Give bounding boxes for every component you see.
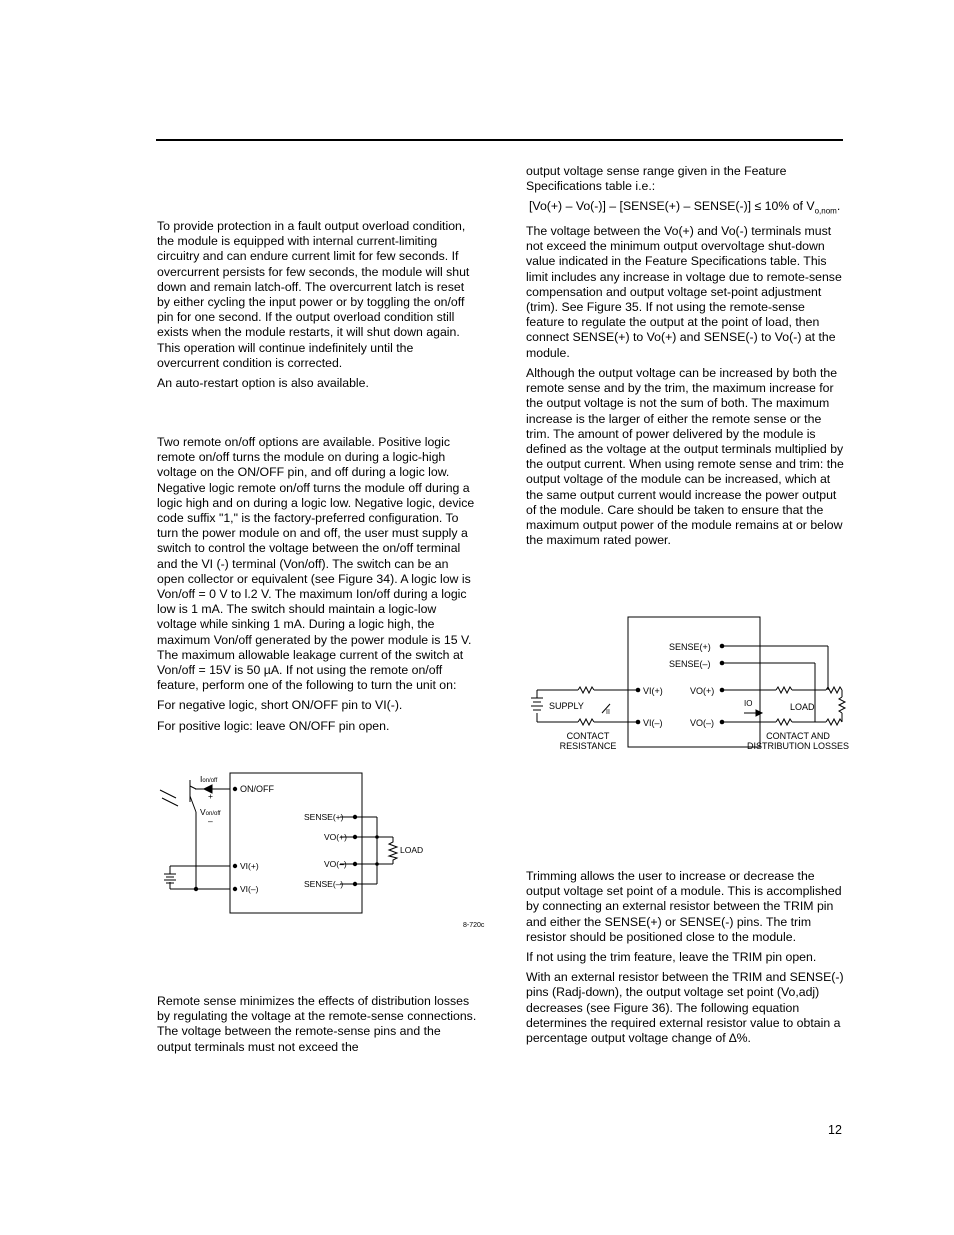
right-column-trim <box>526 869 844 1051</box>
negative-logic-paragraph: For negative logic, short ON/OFF pin to VI(-). <box>157 698 403 713</box>
remote-sense-paragraph: Remote sense minimizes the effects of distribution losses by regulating the voltage at the remote-sense connections. The voltage between the remote-sense pins and the output terminals must not exceed the <box>157 994 477 1054</box>
figure-35-remote-sense-circuit <box>525 610 860 755</box>
vo-minus-label: VO(–) <box>690 718 715 728</box>
ion-off-label: Ion/off <box>200 774 218 784</box>
positive-logic-paragraph: For positive logic: leave ON/OFF pin open. <box>157 718 390 733</box>
distribution-losses-line1: CONTACT AND <box>766 731 830 741</box>
sense-plus-label: SENSE(+) <box>669 642 711 652</box>
auto-restart-paragraph: An auto-restart option is also available. <box>157 376 369 391</box>
overcurrent-paragraph: To provide protection in a fault output overload condition, the module is equipped with internal current-limiting circuitry and can endure current limit for few seconds. If overcurrent persists for few seconds, the module will shut down and remain latch-off. The overcurrent latch is reset by either cycling the input power or by toggling the on/off pin for one second. If the output overload condition still exists when the module restarts, it will shut down again. This operation will continue indefinitely until the overcurrent condition is corrected. <box>157 219 470 370</box>
sense-plus-label: SENSE(+) <box>304 812 344 822</box>
page-number: 12 <box>828 1123 842 1137</box>
distribution-losses-line2: DISTRIBUTION LOSSES <box>746 741 850 751</box>
plus-label: + <box>208 791 213 801</box>
von-off-label: Von/off <box>200 807 221 817</box>
contact-resistance-line1: CONTACT <box>566 731 610 741</box>
vo-plus-label: VO(+) <box>690 686 715 696</box>
vi-minus-label: VI(–) <box>643 718 663 728</box>
figure-34-remote-onoff-circuit <box>150 765 495 930</box>
radj-paragraph: With an external resistor between the TRIM and SENSE(-) pins (Radj-down), the output voltage set point (Vo,adj) decreases (see Figure 36). The following equation determines the required external resistor value to obtain a percentage output voltage change of ∆%. <box>526 970 844 1046</box>
load-label: LOAD <box>790 702 815 712</box>
vi-plus-label: VI(+) <box>643 686 663 696</box>
left-column-onoff <box>157 435 477 739</box>
vi-minus-label: VI(–) <box>240 884 259 894</box>
load-label: LOAD <box>400 845 424 855</box>
sense-minus-label: SENSE(–) <box>669 659 711 669</box>
figure-code: 8-720c <box>463 922 485 929</box>
formula-paragraph: [Vo(+) – Vo(-)] – [SENSE(+) – SENSE(-)] ≤ 10% of $V_{o,nom}$. <box>529 199 841 216</box>
remote-onoff-paragraph: Two remote on/off options are available. Positive logic remote on/off turns the module on during a logic-high voltage on the ON/OFF pin, and off during a logic low. Negative logic remote on/off turns the module off during a logic high and on during a logic low. Negative logic, device code suffix "1," is the factory-preferred configuration. To turn the power module on and off, the user must supply a switch to control the voltage between the on/off terminal and the VI (-) terminal (Von/off). The switch can be an open collector or equivalent (see Figure 34). A logic low is Von/off = 0 V to l.2 V. The maximum Ion/off during a logic low is 1 mA. The switch should maintain a logic-low voltage while sinking 1 mA. During a logic high, the maximum Von/off generated by the power module is 15 V. The maximum allowable leakage current of the switch at Von/off = 15V is 50 µA. If not using the remote on/off feature, perform one of the following to turn the unit on: <box>157 435 475 693</box>
header-rule <box>156 139 843 141</box>
ii-label: II <box>606 709 610 716</box>
trim-paragraph: Trimming allows the user to increase or decrease the output voltage set point of a module. This is accomplished by connecting an external resistor between the TRIM pin and either the SENSE(+) or SENSE(-) pins. The trim resistor should be positioned close to the module. <box>526 869 842 944</box>
minus-label: – <box>208 816 213 826</box>
supply-label: SUPPLY <box>549 701 584 711</box>
sense-minus-label: SENSE(–) <box>304 879 344 889</box>
left-column-top <box>157 219 477 396</box>
on-off-pin-label: ON/OFF <box>240 784 274 794</box>
contact-resistance-line2: RESISTANCE <box>559 741 617 751</box>
continuation-paragraph: output voltage sense range given in the Feature Specifications table i.e.: <box>526 164 787 194</box>
left-column-sense <box>157 994 477 1060</box>
io-label: IO <box>744 699 753 708</box>
vo-minus-label: VO(–) <box>324 859 347 869</box>
right-column-top <box>526 164 844 553</box>
trim-open-paragraph: If not using the trim feature, leave the TRIM pin open. <box>526 950 817 965</box>
vi-plus-label: VI(+) <box>240 861 259 871</box>
increase-paragraph: Although the output voltage can be increased by both the remote sense and by the trim, the maximum increase for the output voltage is not the sum of both. The maximum increase is the larger of either the remote sense or the trim. The amount of power delivered by the module is defined as the voltage at the output terminals multiplied by the output current. When using remote sense and trim: the output voltage of the module can be increased, which at the same output current would increase the power output of the module. Care should be taken to ensure that the maximum output power of the module remains at or below the maximum rated power. <box>526 365 844 548</box>
vo-limit-paragraph: The voltage between the Vo(+) and Vo(-) terminals must not exceed the minimum output overvoltage shut-down value indicated in the Feature Specifications table. This limit includes any increase in voltage due to remote-sense compensation and output voltage set-point adjustment (trim). See Figure 35. If not using the remote-sense feature to regulate the output at the point of load, then connect SENSE(+) to Vo(+) and SENSE(-) to Vo(-) at the module. <box>526 224 842 360</box>
vo-plus-label: VO(+) <box>324 832 347 842</box>
load-resistor <box>389 837 397 864</box>
